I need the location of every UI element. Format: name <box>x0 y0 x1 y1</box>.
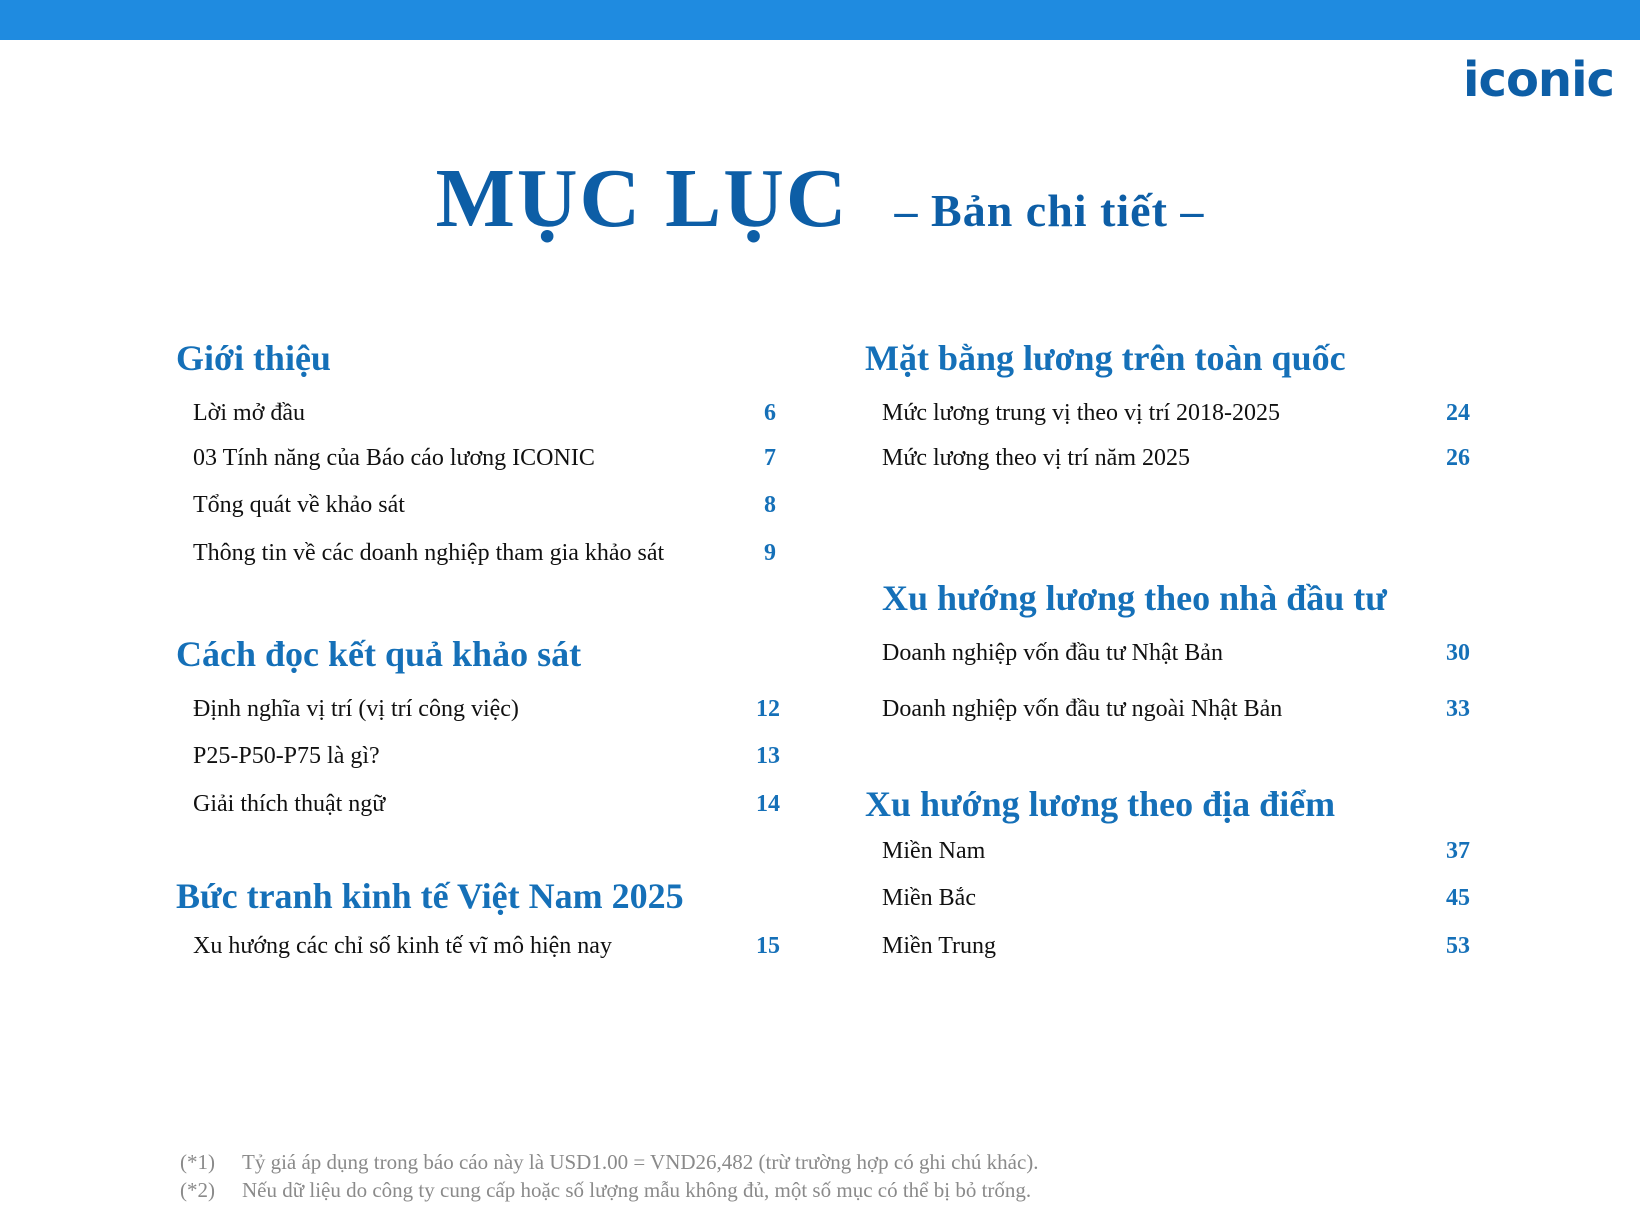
footnotes <box>180 1148 1039 1204</box>
section-title: Mặt bằng lương trên toàn quốc <box>865 338 1346 378</box>
toc-item-label: Miền Bắc <box>882 885 976 911</box>
toc-item-label: Giải thích thuật ngữ <box>193 791 386 817</box>
toc-item-von-ngoai-nhat-ban[interactable] <box>882 694 1470 724</box>
toc-item-label: Định nghĩa vị trí (vị trí công việc) <box>193 696 519 722</box>
footnote-1 <box>180 1148 1039 1176</box>
toc-item-page: 30 <box>1446 640 1470 666</box>
toc-item-label: Miền Nam <box>882 838 986 864</box>
toc-item-label: Mức lương trung vị theo vị trí 2018-2025 <box>882 400 1281 426</box>
page-title: MỤC LỤC <box>435 152 849 245</box>
footnote-text: Tỷ giá áp dụng trong báo cáo này là USD1.00 = VND26,482 (trừ trường hợp có ghi chú khác). <box>242 1150 1039 1174</box>
toc-item-page: 6 <box>764 400 776 426</box>
page-subtitle: – Bản chi tiết – <box>894 185 1205 236</box>
section-mat-bang-luong <box>865 340 1346 376</box>
section-cach-doc <box>176 636 581 672</box>
section-title: Bức tranh kinh tế Việt Nam 2025 <box>176 876 684 916</box>
toc-item-xu-huong-vi-mo[interactable] <box>193 931 780 961</box>
toc-item-loi-mo-dau[interactable] <box>193 398 776 428</box>
toc-item-luong-trung-vi[interactable] <box>882 398 1470 428</box>
toc-item-label: Doanh nghiệp vốn đầu tư Nhật Bản <box>882 640 1223 666</box>
toc-item-label: Doanh nghiệp vốn đầu tư ngoài Nhật Bản <box>882 696 1283 722</box>
toc-item-thong-tin[interactable] <box>193 538 776 568</box>
toc-item-page: 12 <box>756 696 780 722</box>
page-header <box>0 150 1640 247</box>
section-title: Giới thiệu <box>176 338 331 378</box>
toc-item-page: 15 <box>756 933 780 959</box>
toc-item-dinh-nghia[interactable] <box>193 694 780 724</box>
section-buc-tranh <box>176 878 684 914</box>
toc-item-label: Thông tin về các doanh nghiệp tham gia khảo sát <box>193 540 665 566</box>
toc-item-page: 37 <box>1446 838 1470 864</box>
toc-item-p25-p50-p75[interactable] <box>193 741 780 771</box>
toc-item-luong-theo-vi-tri[interactable] <box>882 443 1470 473</box>
toc-item-label: Mức lương theo vị trí năm 2025 <box>882 445 1191 471</box>
toc-item-label: Xu hướng các chỉ số kinh tế vĩ mô hiện nay <box>193 933 612 959</box>
footnote-marker: (*2) <box>180 1178 215 1202</box>
toc-item-page: 9 <box>764 540 776 566</box>
footnote-2 <box>180 1176 1039 1204</box>
section-nha-dau-tu <box>882 580 1387 616</box>
top-accent-bar <box>0 0 1640 40</box>
toc-item-page: 7 <box>764 445 776 471</box>
toc-item-mien-bac[interactable] <box>882 883 1470 913</box>
toc-item-von-nhat-ban[interactable] <box>882 638 1470 668</box>
section-title: Cách đọc kết quả khảo sát <box>176 634 582 674</box>
toc-item-page: 33 <box>1446 696 1470 722</box>
footnote-marker: (*1) <box>180 1150 215 1174</box>
toc-item-tinh-nang[interactable] <box>193 443 776 473</box>
toc-item-giai-thich[interactable] <box>193 789 780 819</box>
section-title: Xu hướng lương theo nhà đầu tư <box>882 578 1387 618</box>
footnote-text: Nếu dữ liệu do công ty cung cấp hoặc số lượng mẫu không đủ, một số mục có thể bị bỏ trống. <box>242 1178 1032 1202</box>
toc-item-mien-trung[interactable] <box>882 931 1470 961</box>
toc-item-page: 45 <box>1446 885 1470 911</box>
section-title: Xu hướng lương theo địa điểm <box>865 784 1336 824</box>
section-dia-diem <box>865 786 1335 822</box>
toc-item-label: 03 Tính năng của Báo cáo lương ICONIC <box>193 445 595 471</box>
toc-item-page: 24 <box>1446 400 1470 426</box>
toc-item-page: 14 <box>756 791 780 817</box>
toc-item-page: 26 <box>1446 445 1470 471</box>
toc-item-page: 8 <box>764 492 776 518</box>
section-gioi-thieu <box>176 340 331 376</box>
toc-item-label: P25-P50-P75 là gì? <box>193 743 380 769</box>
toc-item-page: 13 <box>756 743 780 769</box>
toc-item-page: 53 <box>1446 933 1470 959</box>
toc-item-label: Tổng quát về khảo sát <box>193 492 405 518</box>
iconic-logo: iconic <box>1463 52 1614 108</box>
toc-item-mien-nam[interactable] <box>882 836 1470 866</box>
toc-item-label: Lời mở đầu <box>193 400 306 426</box>
toc-item-tong-quat[interactable] <box>193 490 776 520</box>
toc-item-label: Miền Trung <box>882 933 997 959</box>
